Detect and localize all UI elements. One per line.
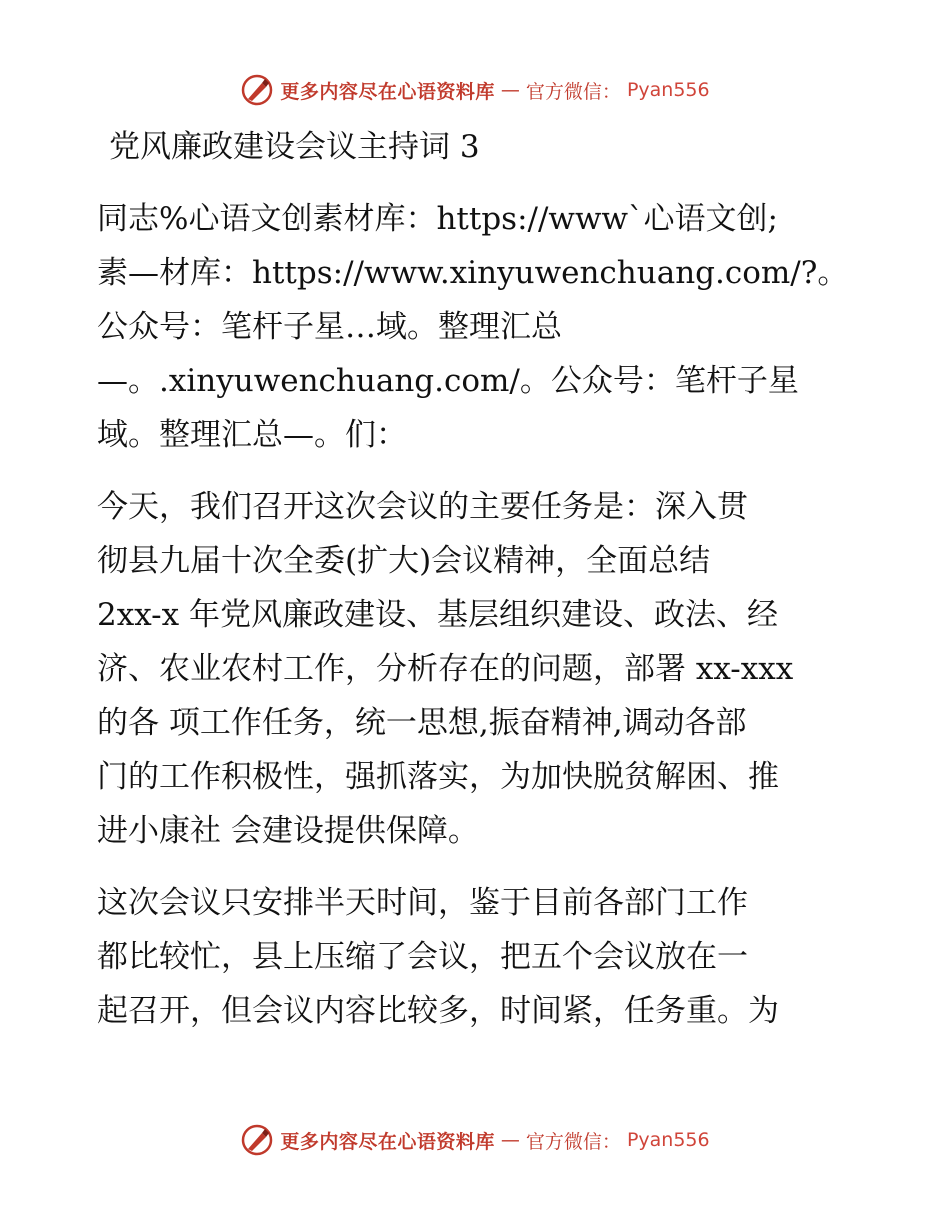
banner-inner	[240, 73, 709, 107]
banner-wechat-id: Pyan556	[626, 1129, 710, 1151]
paragraph-3	[97, 876, 867, 1038]
paragraph-line: 2xx-x 年党风廉政建设、基层组织建设、政法、经	[97, 597, 778, 633]
paragraph-line: 都比较忙，县上压缩了会议，把五个会议放在一	[97, 939, 748, 975]
paragraph-line: 起召开，但会议内容比较多，时间紧，任务重。为	[97, 993, 779, 1029]
paragraph-line: 今天，我们召开这次会议的主要任务是：深入贯	[97, 489, 748, 525]
paragraph-1	[97, 192, 867, 462]
paragraph-line: 公众号：笔杆子星…域。整理汇总	[97, 309, 562, 345]
paragraph-line: 进小康社 会建设提供保障。	[97, 813, 479, 849]
paragraph-2	[97, 480, 867, 858]
paragraph-line: 域。整理汇总—。们：	[97, 417, 407, 453]
banner-inner	[240, 1123, 709, 1157]
paragraph-line: 同志%心语文创素材库：https://www`心语文创;	[97, 201, 778, 237]
banner-wechat-id: Pyan556	[626, 79, 710, 101]
paragraph-line: 这次会议只安排半天时间，鉴于目前各部门工作	[97, 885, 748, 921]
banner-wechat-label: 官方微信：	[525, 1130, 621, 1153]
pen-logo-icon	[240, 1123, 274, 1157]
paragraph-line: 济、农业农村工作，分析存在的问题，部署 xx-xxx	[97, 651, 794, 687]
paragraph-line: 彻县九届十次全委(扩大)会议精神，全面总结	[97, 543, 711, 579]
document-title: 党风廉政建设会议主持词 3	[109, 129, 480, 165]
banner-text: 更多内容尽在心语资料库	[280, 80, 495, 103]
footer-banner	[0, 1120, 950, 1160]
paragraph-line: —。.xinyuwenchuang.com/。公众号：笔杆子星	[97, 363, 799, 399]
banner-text: 更多内容尽在心语资料库	[280, 1130, 495, 1153]
banner-wechat-label: 官方微信：	[525, 80, 621, 103]
paragraph-line: 素—材库：https://www.xinyuwenchuang.com/?。	[97, 255, 849, 291]
paragraph-line: 的各 项工作任务，统一思想,振奋精神,调动各部	[97, 705, 747, 741]
header-banner	[0, 70, 950, 110]
paragraph-line: 门的工作积极性，强抓落实，为加快脱贫解困、推	[97, 759, 779, 795]
pen-logo-icon	[240, 73, 274, 107]
banner-separator: —	[500, 79, 520, 101]
document-body	[97, 120, 867, 1038]
banner-separator: —	[500, 1129, 520, 1151]
